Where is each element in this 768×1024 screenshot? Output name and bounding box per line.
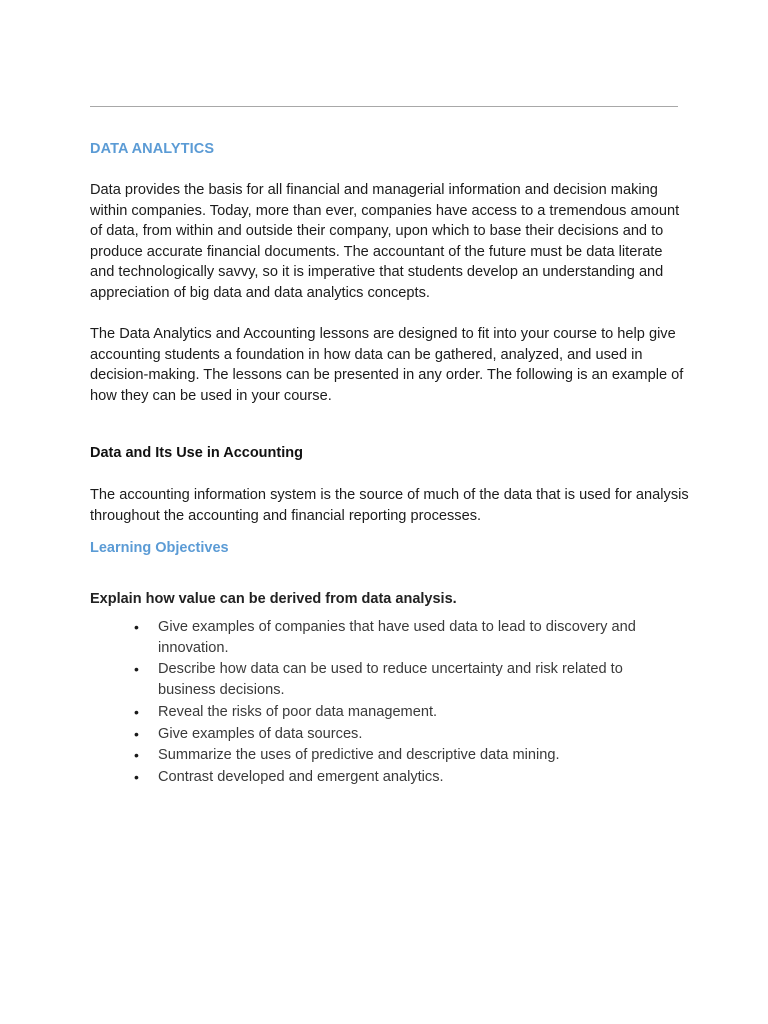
list-item <box>90 724 670 745</box>
bullet-icon: • <box>134 703 139 720</box>
bullet-icon: • <box>134 725 139 742</box>
list-item <box>90 659 670 700</box>
list-item-text: Describe how data can be used to reduce uncertainty and risk related to business decisions. <box>158 661 623 698</box>
list-item <box>90 617 670 658</box>
lessons-paragraph: The Data Analytics and Accounting lessons are designed to fit into your course to help give accounting students a foundation in how data can be gathered, analyzed, and used in decision-making. The lessons can be presented in any order. The following is an example of how they can be used in your course. <box>90 326 684 404</box>
list-item-text: Summarize the uses of predictive and descriptive data mining. <box>158 747 560 764</box>
bullet-icon: • <box>134 747 139 764</box>
list-item <box>90 745 670 766</box>
objective-bullet-list <box>90 617 670 789</box>
lesson-intro-paragraph: The accounting information system is the source of much of the data that is used for analysis throughout the accounting and financial reporting processes. <box>90 487 689 524</box>
bullet-icon: • <box>134 661 139 678</box>
bullet-icon: • <box>134 769 139 786</box>
intro-paragraph: Data provides the basis for all financial and managerial information and decision making within companies. Today, more than ever, companies have access to a tremendous amount of data, from within and outside their company, upon which to base their decisions and to produce accurate financial documents. The accountant of the future must be data literate and technologically savvy, so it is imperative that students develop an understanding and appreciation of big data and data analytics concepts. <box>90 182 680 301</box>
list-item <box>90 702 670 723</box>
list-item-text: Give examples of data sources. <box>158 725 363 742</box>
list-item-text: Reveal the risks of poor data management. <box>158 703 438 720</box>
bullet-icon: • <box>134 619 139 635</box>
list-item-text: Give examples of companies that have used data to lead to discovery and innovation. <box>158 619 636 656</box>
header-rule <box>90 106 678 107</box>
objective-heading: Explain how value can be derived from data analysis. <box>90 591 457 607</box>
lesson-heading: Data and Its Use in Accounting <box>90 445 303 461</box>
section-title: DATA ANALYTICS <box>90 141 215 157</box>
list-item <box>90 767 670 788</box>
list-item-text: Contrast developed and emergent analytics. <box>158 769 444 786</box>
learning-objectives-heading: Learning Objectives <box>90 540 229 556</box>
